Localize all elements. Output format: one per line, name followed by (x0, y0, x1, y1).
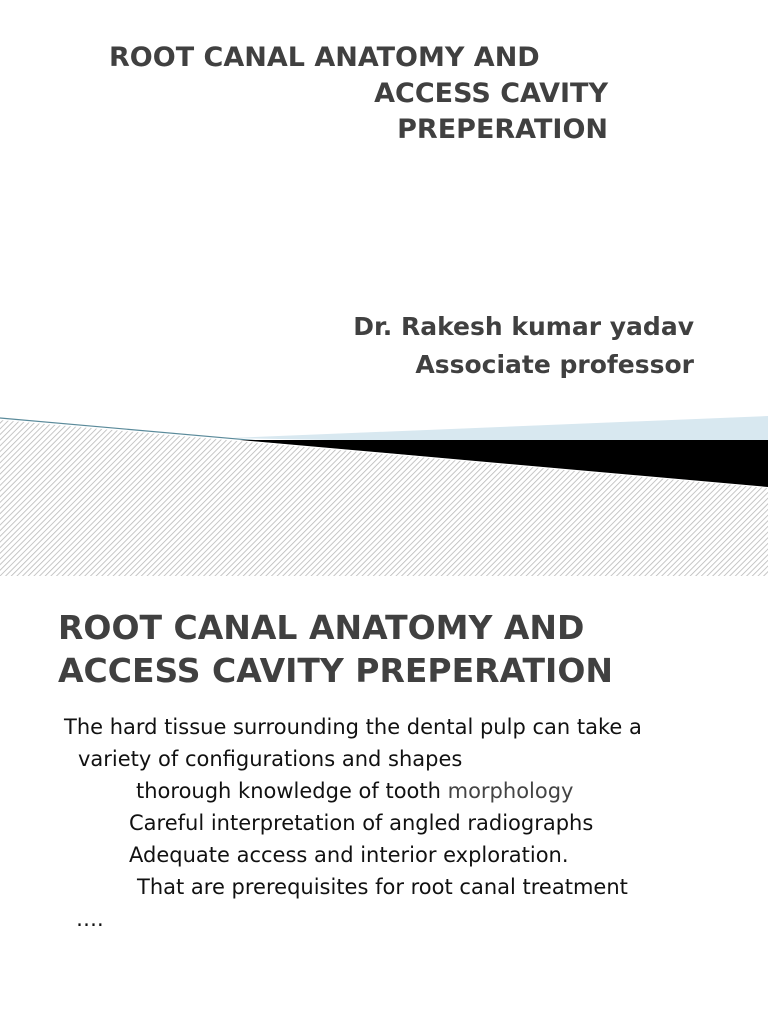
title-line-2: ACCESS CAVITY (374, 78, 608, 109)
body-line-3-text: thorough knowledge of tooth (136, 779, 448, 803)
title-line-3: PREPERATION (397, 114, 608, 145)
author-role: Associate professor (415, 350, 694, 379)
title-line-1: ROOT CANAL ANATOMY AND (109, 42, 540, 73)
morphology-term: morphology (447, 779, 574, 803)
author-name: Dr. Rakesh kumar yadav (353, 312, 694, 341)
title-slide-heading (100, 40, 608, 148)
body-line-1: The hard tissue surrounding the dental pulp can take a (64, 715, 642, 739)
body-line-4: Careful interpretation of angled radiographs (129, 811, 594, 835)
body-line-7: …. (76, 907, 104, 931)
body-line-2: variety of configurations and shapes (78, 747, 463, 771)
body-line-6: That are prerequisites for root canal treatment (137, 875, 628, 899)
body-line-5: Adequate access and interior exploration. (129, 843, 569, 867)
decorative-band (0, 400, 768, 576)
content-slide (0, 576, 768, 1024)
content-title-line-1: ROOT CANAL ANATOMY AND (58, 608, 585, 647)
content-body (0, 711, 768, 935)
body-line-3 (0, 775, 768, 807)
content-title-line-2: ACCESS CAVITY PREPERATION (58, 651, 614, 690)
author-block (353, 308, 694, 384)
light-blue-stripe (230, 416, 768, 440)
content-slide-heading (58, 606, 748, 692)
